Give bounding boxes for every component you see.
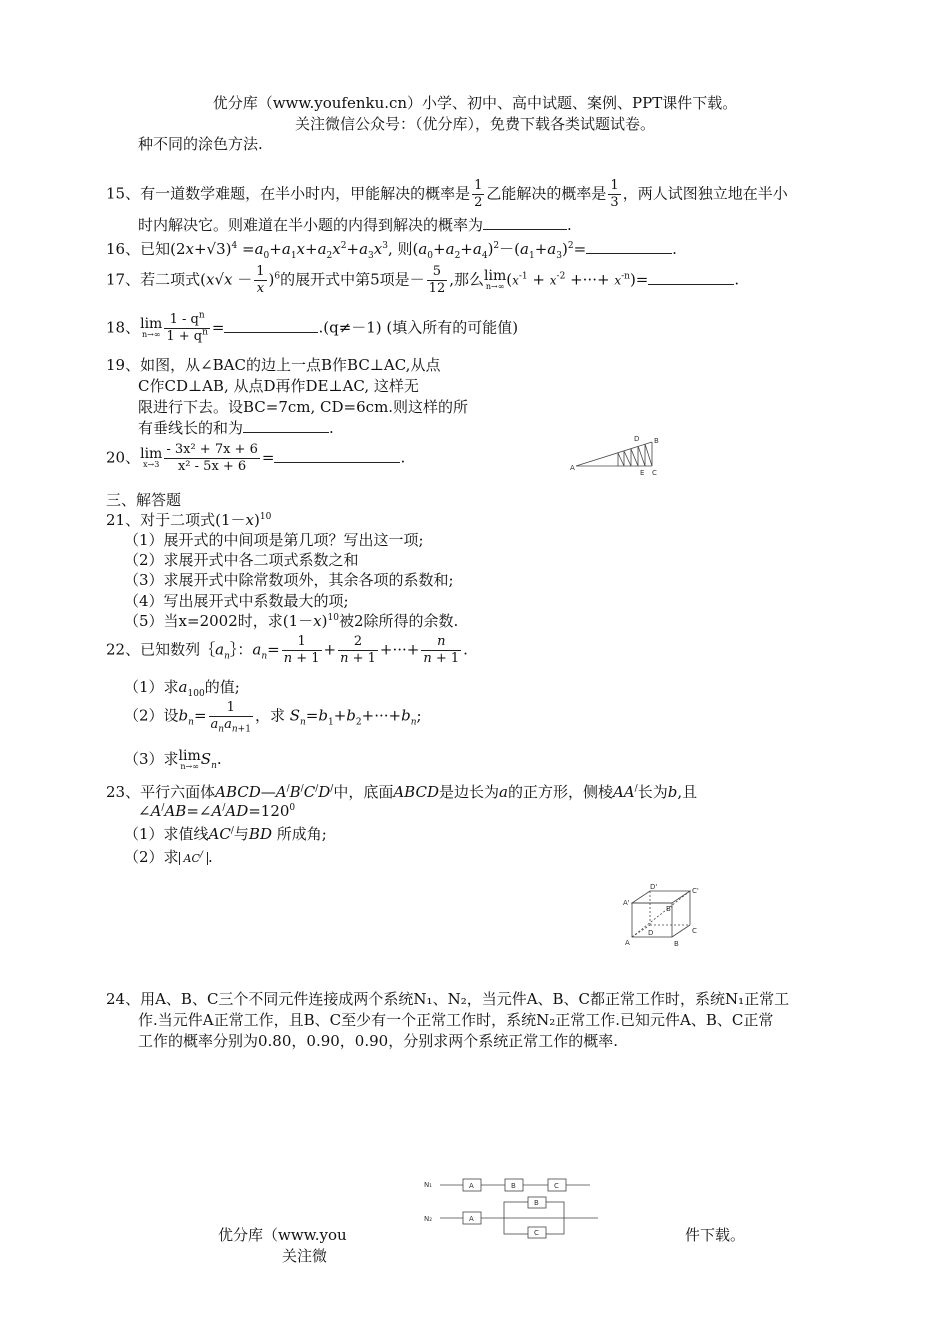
q21-item2: （2）求展开式中各二项式系数之和	[124, 551, 359, 569]
q15-frac2-num: 1	[610, 178, 619, 193]
q21-line: 21、对于二项式$(1-x)^{10}$	[106, 511, 272, 529]
circuit-n2-b: B	[534, 1199, 539, 1207]
q19-l4: 有垂线长的和为	[138, 419, 244, 437]
q16-answer-blank[interactable]	[586, 239, 672, 254]
header-line2: 关注微信公众号：（优分库），免费下载各类试题试卷。	[294, 115, 655, 133]
q15-answer-blank[interactable]	[483, 215, 567, 230]
q23-number: 23、	[106, 783, 141, 801]
q23-item2: （2）求 AC/ .	[124, 848, 213, 866]
cube-label-c-prime: C'	[692, 887, 699, 895]
q19-answer-blank[interactable]	[243, 418, 329, 433]
cube-label-d-prime: D'	[650, 883, 658, 891]
circuit-n1-c: C	[554, 1182, 559, 1190]
q17-answer-blank[interactable]	[648, 270, 734, 285]
q15-frac1-num: 1	[474, 178, 483, 193]
cube-label-d: D	[648, 929, 654, 937]
circuit-n1-a: A	[469, 1182, 474, 1190]
parallelepiped-figure	[620, 883, 705, 953]
q19-l1: 如图，从∠BAC的边上一点B作BC⊥AC,从点	[140, 356, 441, 374]
q23-item1: （1）求值线AC/与BD 所成角;	[124, 825, 327, 843]
q23-line2: $\angle A^/AB=\angle A^/AD=120^0$	[138, 802, 296, 820]
q20-frac	[164, 442, 260, 475]
q21-item5: （5）当x=2002时，求$(1-x)^{10}$被2除所得的余数.	[124, 612, 459, 630]
q15-line1	[106, 178, 788, 211]
q15-text4: 时内解决它。则难道在半小题的内得到解决的概率为	[138, 216, 484, 234]
q22-limit: lim n→∞	[178, 747, 201, 771]
q22-item3: （3）求lim n→∞ $S_n$.	[124, 747, 222, 771]
q17-frac-b-den: 12	[428, 281, 446, 296]
cube-label-c: C	[692, 927, 697, 935]
q24-line1: 24、用A、B、C三个不同元件连接成两个系统N₁、N₂，当元件A、B、C都正常工作时，系统N₁正常工	[106, 990, 790, 1008]
q15-frac2-den: 3	[610, 195, 619, 210]
q19-line4: 有垂线长的和为 .	[138, 419, 334, 437]
intro-text: 种不同的涂色方法.	[138, 135, 263, 153]
triangle-label-e: E	[640, 469, 645, 477]
section-title: 三、解答题	[106, 491, 182, 509]
q21-lead: 对于二项式	[140, 511, 216, 529]
q18-limit: lim n→∞	[140, 316, 163, 339]
q22-lead: 已知数列｛	[140, 640, 216, 659]
q15-text2: 乙能解决的概率是	[486, 184, 607, 203]
circuit-label-n2: N₂	[424, 1215, 433, 1223]
q19-number: 19、	[106, 356, 141, 374]
q16-number: 16、	[106, 240, 141, 258]
q21-number: 21、	[106, 511, 141, 529]
q18-number: 18、	[106, 318, 141, 337]
q17-then: ,那么	[449, 270, 484, 289]
q19-l3: 限进行下去。设BC=7cm, CD=6cm.则这样的所	[138, 398, 469, 416]
q18-frac-num: $1 - q^n$	[164, 312, 210, 329]
q17-line: 17、若二项式(x√x － $\frac{1}{x}$ )$^6$的展开式中第5项是－ $\frac{5}{12}$ ,那么lim n→∞ ($x^{-1} + x^{-2}$ +···+ $x^{-n})=$ .	[106, 264, 740, 296]
q18-line: 18、lim n→∞ $\frac{1 - q^n}{1 + q^n}$ = .(q≠－1) (填入所有的可能值)	[106, 310, 519, 344]
q22-number: 22、	[106, 640, 141, 659]
q18-frac	[164, 312, 210, 345]
q19-l2: C作CD⊥AB, 从点D再作DE⊥AC, 这样无	[138, 377, 419, 395]
q21-item1: （1）展开式的中间项是第几项？写出这一项;	[124, 531, 424, 549]
q18-frac-den: $1 + q^n$	[166, 327, 208, 344]
triangle-label-c: C	[652, 469, 657, 477]
q15-frac1-den: 2	[474, 195, 483, 210]
q17-frac-b	[427, 264, 448, 297]
q23-line1: 23、平行六面体ABCD—A/B/C/D/中，底面ABCD是边长为a的正方形，侧棱AA/长为b,且	[106, 783, 698, 801]
footer-line1-right: 件下载。	[685, 1226, 746, 1244]
q23-abs-ac: AC/	[179, 852, 208, 865]
q15-text3: ，两人试图独立地在半小	[622, 184, 788, 203]
circuit-label-n1: N₁	[424, 1181, 433, 1189]
q22-item2: （2）设$b_n=$ $\frac{1}{a_na_{n+1}}$ ，求 $S_n=b_1+b_2+\cdot\cdot\cdot+b_n$;	[124, 700, 422, 735]
q20-frac-den: x² - 5x + 6	[177, 459, 247, 474]
footer-line2-left: 关注微	[282, 1247, 328, 1265]
q17-frac-a-den: x	[256, 281, 265, 296]
q20-number: 20、	[106, 448, 141, 467]
q24-line3: 工作的概率分别为0.80，0.90，0.90，分别求两个系统正常工作的概率.	[138, 1032, 618, 1050]
q15-frac2	[608, 178, 620, 211]
circuit-n2-a: A	[469, 1215, 474, 1223]
triangle-label-a: A	[570, 464, 575, 472]
triangle-label-b: B	[654, 437, 659, 445]
q24-number: 24、	[106, 990, 141, 1008]
q21-item3: （3）求展开式中除常数项外，其余各项的系数和;	[124, 571, 454, 589]
q20-line: 20、lim x→3 $\frac{\text{- 3x² + 7x + 6}}{\text{x² - 5x + 6}}$ = .	[106, 442, 406, 474]
q15-number: 15、	[106, 184, 141, 203]
q15-line2: 时内解决它。则难道在半小题的内得到解决的概率为 .	[138, 216, 572, 234]
q21-item5c: 被2除所得的余数.	[338, 612, 459, 630]
q22-frac1: $\frac{1}{n + 1}$	[283, 634, 320, 666]
triangle-label-d: D	[634, 435, 640, 443]
q21-item5a: （5）当	[124, 612, 179, 630]
q16-lead: 已知	[140, 240, 171, 258]
q17-limit: lim n→∞	[484, 268, 507, 291]
q18-answer-blank[interactable]	[224, 318, 318, 333]
q22-line: 22、已知数列$\{a_n\}$：$a_n=$ $\frac{1}{n + 1}$ + $\frac{2}{n + 1}$ +···+ $\frac{n}{n + 1}$ .	[106, 634, 468, 666]
q17-frac-a-num: 1	[256, 264, 265, 279]
footer-line1-left: 优分库（www.you	[218, 1226, 347, 1244]
q22-frac3: $\frac{n}{n + 1}$	[423, 634, 460, 666]
q17-number: 17、	[106, 270, 141, 289]
cube-label-b-prime: B'	[666, 905, 673, 913]
q20-frac-num: - 3x² + 7x + 6	[166, 442, 258, 457]
perpendicular-triangle-figure	[568, 432, 668, 478]
q17-frac-a	[254, 264, 266, 297]
q22-item1: （1）求$a_{100}$的值;	[124, 678, 240, 699]
circuit-n1-b: B	[511, 1182, 516, 1190]
q17-lead: 若二项式	[140, 270, 201, 289]
q20-limit: lim x→3	[140, 446, 163, 469]
cube-label-a-prime: A'	[623, 899, 630, 907]
q19-line1	[106, 354, 440, 375]
triangle-lines	[576, 442, 652, 466]
q18-note: (q≠－1) (填入所有的可能值)	[323, 318, 519, 337]
q21-item5b: x=2002时，求	[178, 612, 283, 630]
cube-label-b: B	[674, 940, 679, 948]
cube-label-a: A	[625, 939, 630, 947]
q15-text1: 有一道数学难题，在半小时内，甲能解决的概率是	[140, 184, 471, 203]
q21-item4: （4）写出展开式中系数最大的项;	[124, 592, 349, 610]
q22-bn-frac: $\frac{1}{a_na_{n+1}}$	[210, 700, 251, 735]
circuit-n2-c: C	[534, 1229, 539, 1237]
q17-mid: 的展开式中第5项是－	[280, 270, 425, 289]
header-line1: 优分库（www.youfenku.cn）小学、初中、高中试题、案例、PPT课件下载。	[212, 94, 738, 112]
q16-line: 16、已知$(2x+√3)^4 =a_0+a_1x+a_2x^2+a_3x^3$, 则$(a_0+a_2+a_4)^2-(a_1+a_3)^2=$ .	[106, 240, 677, 261]
q15-frac1	[472, 178, 484, 211]
q17-frac-b-num: 5	[427, 264, 448, 281]
q20-answer-blank[interactable]	[274, 448, 400, 463]
circuit-diagram	[420, 1172, 605, 1244]
q24-line2: 作.当元件A正常工作，且B、C至少有一个正常工作时，系统N₂正常工作.已知元件A、B、C正常	[138, 1011, 774, 1029]
q22-frac2: $\frac{2}{n + 1}$	[340, 634, 376, 666]
